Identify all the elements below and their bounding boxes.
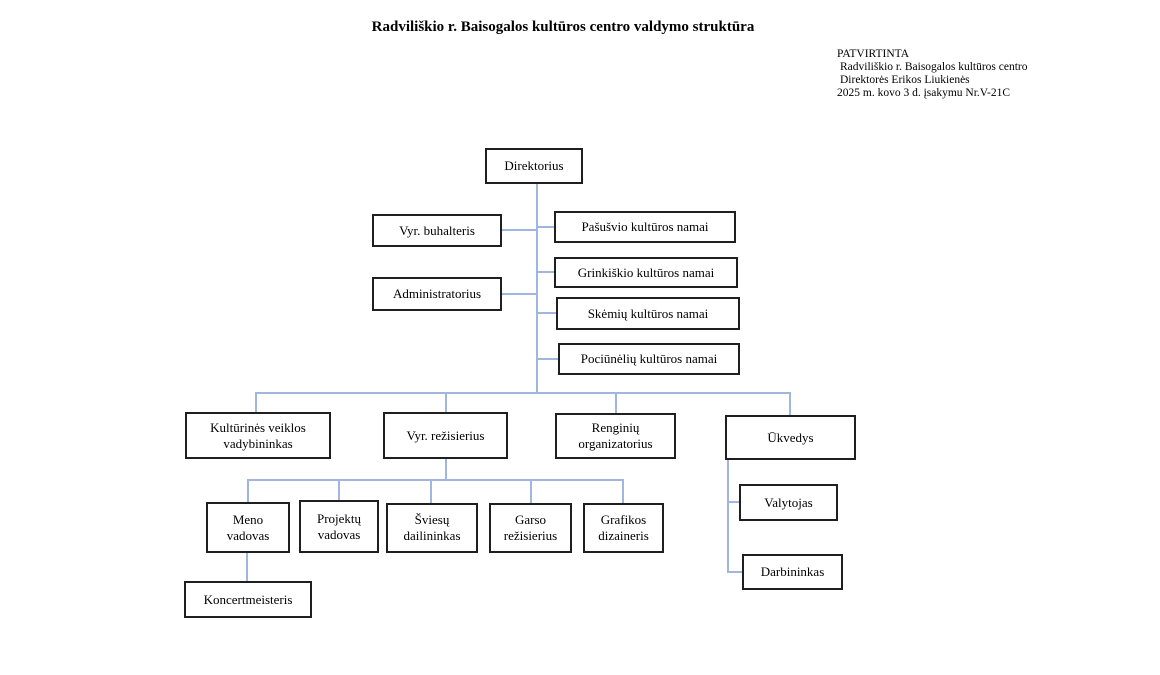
connector: [445, 459, 447, 480]
connector: [255, 392, 257, 413]
connector: [615, 392, 617, 414]
connector: [246, 553, 248, 582]
page-title: Radviliškio r. Baisogalos kultūros centro valdymo struktūra: [371, 19, 755, 35]
connector: [247, 479, 249, 503]
org-node-skemiu-kulturos-namai: Skėmių kultūros namai: [556, 297, 740, 330]
connector: [445, 392, 447, 413]
connector: [537, 312, 556, 314]
org-node-ukvedys: Ūkvedys: [725, 415, 856, 460]
connector-ukvedys-rail: [727, 460, 729, 573]
connector-trunk: [536, 184, 538, 393]
org-node-meno-vadovas: Meno vadovas: [206, 502, 290, 553]
connector: [789, 392, 791, 416]
approval-block: [837, 48, 1028, 100]
connector: [727, 571, 743, 573]
org-node-grinkiskio-kulturos-namai: Grinkiškio kultūros namai: [554, 257, 738, 288]
connector: [537, 358, 558, 360]
org-node-vyr-buhalteris: Vyr. buhalteris: [372, 214, 502, 247]
org-node-projektu-vadovas: Projektų vadovas: [299, 500, 379, 553]
org-node-grafikos-dizaineris: Grafikos dizaineris: [583, 503, 664, 553]
org-node-garso-rezisierius: Garso režisierius: [489, 503, 572, 553]
org-node-pasusvio-kulturos-namai: Pašušvio kultūros namai: [554, 211, 736, 243]
connector: [537, 271, 554, 273]
approval-line: Direktorės Erikos Liukienės: [840, 73, 970, 86]
org-node-valytojas: Valytojas: [739, 484, 838, 521]
org-node-vyr-rezisierius: Vyr. režisierius: [383, 412, 508, 459]
connector-level3-rail: [247, 479, 624, 481]
approval-line: Radviliškio r. Baisogalos kultūros centro: [840, 60, 1028, 73]
org-node-kulturines-veiklos-vadybininkas: Kultūrinės veiklos vadybininkas: [185, 412, 331, 459]
org-node-direktorius: Direktorius: [485, 148, 583, 184]
org-node-renginiu-organizatorius: Renginių organizatorius: [555, 413, 676, 459]
connector: [430, 479, 432, 504]
connector: [502, 229, 537, 231]
connector: [537, 226, 554, 228]
org-node-darbininkas: Darbininkas: [742, 554, 843, 590]
connector: [622, 479, 624, 504]
approval-line: PATVIRTINTA: [837, 48, 910, 60]
connector: [502, 293, 537, 295]
org-node-pociuneliu-kulturos-namai: Pociūnėlių kultūros namai: [558, 343, 740, 375]
connector: [338, 479, 340, 501]
connector: [530, 479, 532, 504]
org-node-sviesu-dailininkas: Šviesų dailininkas: [386, 503, 478, 553]
connector-level2-rail: [255, 392, 790, 394]
org-node-administratorius: Administratorius: [372, 277, 502, 311]
org-node-koncertmeisteris: Koncertmeisteris: [184, 581, 312, 618]
approval-line: 2025 m. kovo 3 d. įsakymu Nr.V-21C: [837, 86, 1011, 99]
